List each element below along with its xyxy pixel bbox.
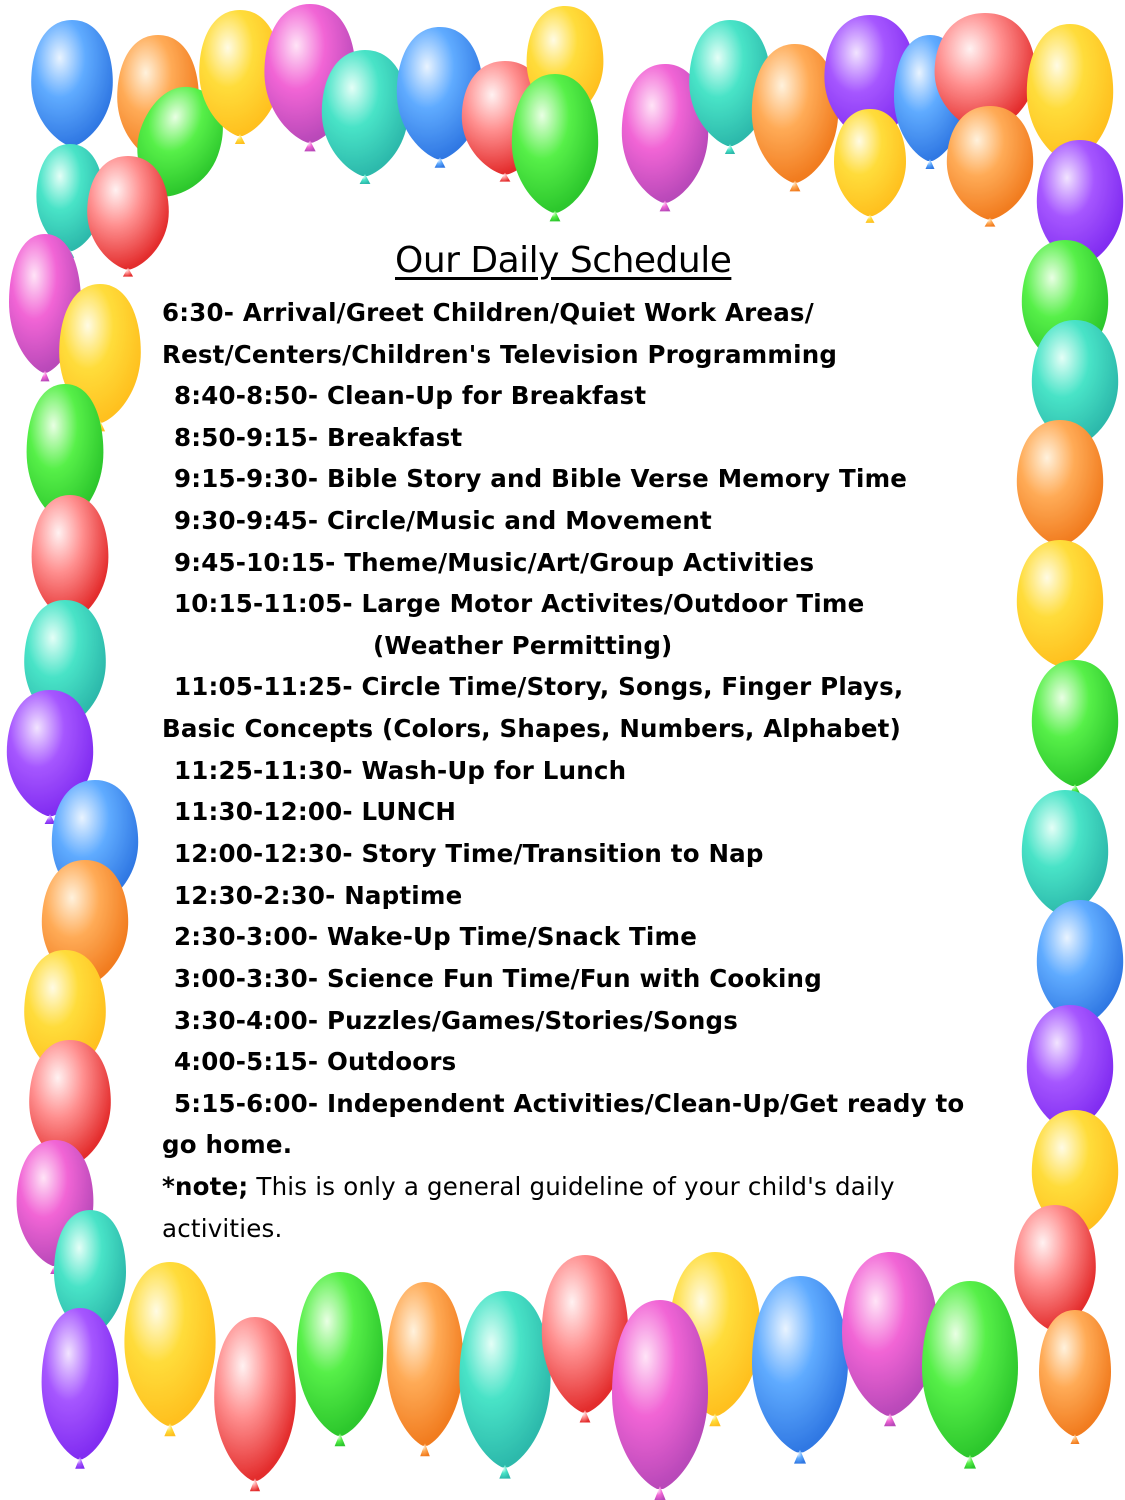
note-text-continued: activities. — [162, 1214, 283, 1243]
schedule-line: 10:15-11:05- Large Motor Activites/Outdoor Time — [174, 589, 865, 618]
schedule-line: 12:00-12:30- Story Time/Transition to Nap — [174, 839, 764, 868]
page-title: Our Daily Schedule — [395, 240, 732, 281]
schedule-line: 6:30- Arrival/Greet Children/Quiet Work Areas/ — [162, 298, 814, 327]
schedule-line: 9:45-10:15- Theme/Music/Art/Group Activities — [174, 548, 815, 577]
note-line — [162, 1214, 282, 1243]
note-label: *note; — [162, 1172, 249, 1201]
schedule-line: go home. — [162, 1130, 293, 1159]
schedule-line: 11:30-12:00- LUNCH — [174, 797, 457, 826]
schedule-line: 9:15-9:30- Bible Story and Bible Verse Memory Time — [174, 464, 908, 493]
schedule-line: (Weather Permitting) — [373, 631, 673, 660]
schedule-line: 11:05-11:25- Circle Time/Story, Songs, Finger Plays, — [174, 672, 904, 701]
schedule-line: Basic Concepts (Colors, Shapes, Numbers, Alphabet) — [162, 714, 901, 743]
schedule-line: 12:30-2:30- Naptime — [174, 881, 463, 910]
schedule-line: 9:30-9:45- Circle/Music and Movement — [174, 506, 712, 535]
note-line — [162, 1172, 895, 1201]
schedule-line: 3:30-4:00- Puzzles/Games/Stories/Songs — [174, 1006, 738, 1035]
schedule-line: Rest/Centers/Children's Television Programming — [162, 340, 838, 369]
schedule-line: 4:00-5:15- Outdoors — [174, 1047, 457, 1076]
schedule-line: 11:25-11:30- Wash-Up for Lunch — [174, 756, 627, 785]
schedule-line: 2:30-3:00- Wake-Up Time/Snack Time — [174, 922, 698, 951]
schedule-line: 5:15-6:00- Independent Activities/Clean-Up/Get ready to — [174, 1089, 965, 1118]
schedule-line: 8:40-8:50- Clean-Up for Breakfast — [174, 381, 647, 410]
schedule-line: 8:50-9:15- Breakfast — [174, 423, 463, 452]
note-text: This is only a general guideline of your child's daily — [248, 1172, 895, 1201]
schedule-line: 3:00-3:30- Science Fun Time/Fun with Cooking — [174, 964, 822, 993]
